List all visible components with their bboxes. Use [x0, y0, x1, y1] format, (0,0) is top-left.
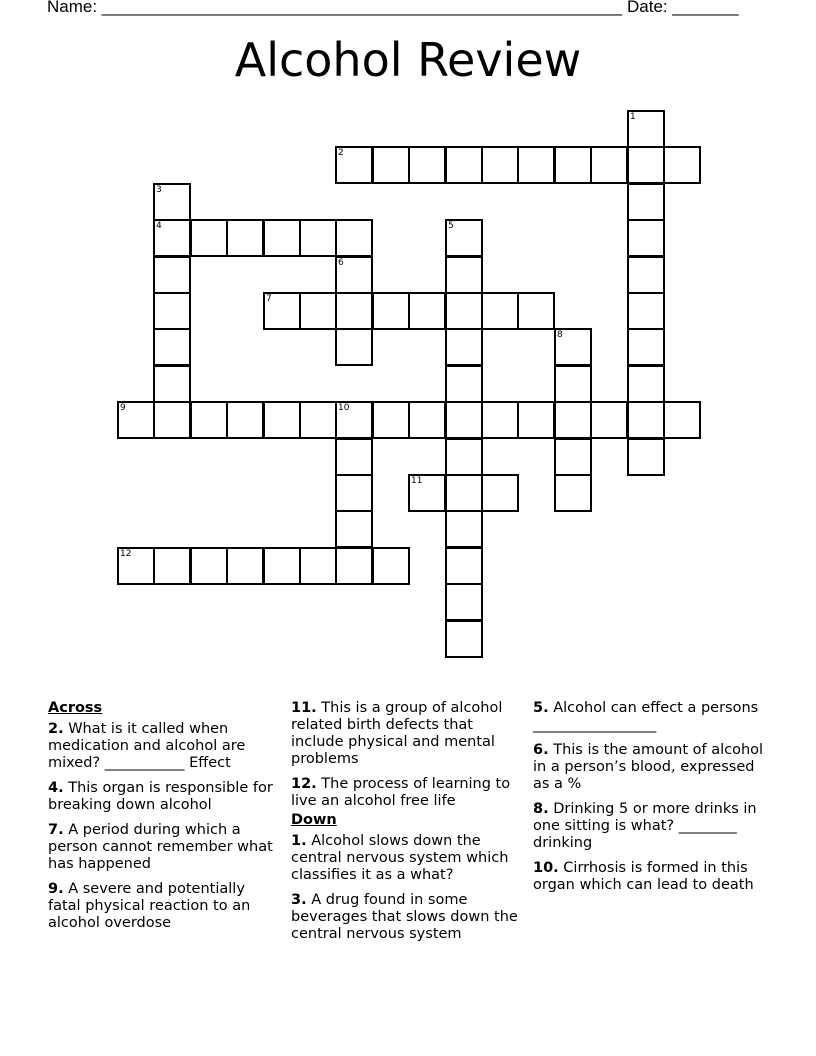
crossword-cell[interactable]	[335, 256, 373, 294]
crossword-cell[interactable]	[153, 219, 191, 257]
crossword-cell[interactable]	[153, 365, 191, 403]
name-field[interactable]: Name: _______________________________________________________	[47, 0, 622, 16]
crossword-cell[interactable]	[153, 328, 191, 366]
crossword-cell[interactable]	[153, 401, 191, 439]
clue-across-4: 4. This organ is responsible for breaking down alcohol	[48, 780, 273, 813]
date-field[interactable]: Date: _______	[627, 0, 739, 16]
crossword-cell[interactable]	[153, 183, 191, 221]
crossword-cell[interactable]	[263, 292, 301, 330]
clue-number: 10	[338, 403, 350, 413]
crossword-cell[interactable]	[335, 219, 373, 257]
clues-column-2	[291, 700, 527, 951]
crossword-cell[interactable]	[445, 510, 483, 548]
crossword-cell[interactable]	[299, 219, 337, 257]
crossword-cell[interactable]	[226, 401, 264, 439]
clue-number: 1	[630, 112, 636, 122]
crossword-cell[interactable]	[554, 438, 592, 476]
crossword-cell[interactable]	[299, 292, 337, 330]
crossword-cell[interactable]	[445, 620, 483, 658]
clue-down-6: 6. This is the amount of alcohol in a person’s blood, expressed as a %	[533, 742, 764, 792]
clue-number: 7	[266, 294, 272, 304]
crossword-cell[interactable]	[226, 547, 264, 585]
clue-down-3: 3. A drug found in some beverages that slows down the central nervous system	[291, 892, 518, 942]
crossword-cell[interactable]	[554, 365, 592, 403]
crossword-cell[interactable]	[663, 146, 701, 184]
crossword-cell[interactable]	[445, 401, 483, 439]
clue-number: 11	[411, 476, 423, 486]
down-heading: Down	[291, 812, 337, 828]
crossword-cell[interactable]	[445, 547, 483, 585]
crossword-cell[interactable]	[445, 365, 483, 403]
crossword-cell[interactable]	[554, 146, 592, 184]
crossword-cell[interactable]	[554, 474, 592, 512]
crossword-cell[interactable]	[263, 219, 301, 257]
crossword-cell[interactable]	[481, 474, 519, 512]
crossword-cell[interactable]	[226, 219, 264, 257]
crossword-cell[interactable]	[408, 401, 446, 439]
crossword-cell[interactable]	[190, 219, 228, 257]
clue-number: 6	[338, 258, 344, 268]
clue-number: 2	[338, 148, 344, 158]
clue-number: 4	[156, 221, 162, 231]
crossword-cell[interactable]	[517, 401, 555, 439]
crossword-cell[interactable]	[627, 438, 665, 476]
page-title: Alcohol Review	[234, 33, 582, 87]
crossword-cell[interactable]	[408, 474, 446, 512]
crossword-cell[interactable]	[627, 219, 665, 257]
crossword-cell[interactable]	[627, 365, 665, 403]
crossword-cell[interactable]	[517, 146, 555, 184]
clue-down-1: 1. Alcohol slows down the central nervous system which classifies it as a what?	[291, 833, 509, 883]
crossword-cell[interactable]	[627, 256, 665, 294]
clue-across-11: 11. This is a group of alcohol related birth defects that include physical and mental problems	[291, 700, 503, 767]
crossword-cell[interactable]	[445, 438, 483, 476]
crossword-cell[interactable]	[445, 328, 483, 366]
crossword-cell[interactable]	[554, 401, 592, 439]
crossword-cell[interactable]	[663, 401, 701, 439]
crossword-cell[interactable]	[117, 547, 155, 585]
clue-down-10: 10. Cirrhosis is formed in this organ which can lead to death	[533, 860, 754, 893]
crossword-cell[interactable]	[554, 328, 592, 366]
crossword-cell[interactable]	[153, 292, 191, 330]
clue-across-7: 7. A period during which a person cannot remember what has happened	[48, 822, 273, 872]
crossword-cell[interactable]	[481, 292, 519, 330]
crossword-cell[interactable]	[335, 328, 373, 366]
crossword-cell[interactable]	[627, 328, 665, 366]
crossword-cell[interactable]	[445, 292, 483, 330]
clue-across-12: 12. The process of learning to live an alcohol free life	[291, 776, 511, 809]
clue-number: 5	[448, 221, 454, 231]
crossword-cell[interactable]	[153, 256, 191, 294]
crossword-cell[interactable]	[335, 547, 373, 585]
clue-number: 3	[156, 185, 162, 195]
clue-down-5: 5. Alcohol can effect a persons _________________	[533, 700, 759, 733]
crossword-cell[interactable]	[627, 183, 665, 221]
clues-column-1	[48, 700, 280, 940]
crossword-cell[interactable]	[627, 110, 665, 148]
crossword-cell[interactable]	[335, 292, 373, 330]
crossword-cell[interactable]	[190, 401, 228, 439]
crossword-cell[interactable]	[372, 146, 410, 184]
crossword-cell[interactable]	[445, 583, 483, 621]
clue-across-9: 9. A severe and potentially fatal physical reaction to an alcohol overdose	[48, 881, 251, 931]
crossword-cell[interactable]	[299, 401, 337, 439]
clue-across-2: 2. What is it called when medication and alcohol are mixed? ___________ Effect	[48, 721, 246, 771]
crossword-cell[interactable]	[627, 146, 665, 184]
crossword-cell[interactable]	[263, 547, 301, 585]
crossword-cell[interactable]	[335, 438, 373, 476]
crossword-cell[interactable]	[481, 146, 519, 184]
clues-column-3	[533, 700, 773, 902]
crossword-cell[interactable]	[372, 401, 410, 439]
crossword-cell[interactable]	[445, 146, 483, 184]
crossword-cell[interactable]	[445, 219, 483, 257]
crossword-cell[interactable]	[481, 401, 519, 439]
crossword-cell[interactable]	[517, 292, 555, 330]
crossword-cell[interactable]	[445, 256, 483, 294]
crossword-cell[interactable]	[335, 401, 373, 439]
clue-number: 12	[120, 549, 132, 559]
crossword-cell[interactable]	[335, 146, 373, 184]
crossword-cell[interactable]	[408, 146, 446, 184]
crossword-cell[interactable]	[408, 292, 446, 330]
clue-down-8: 8. Drinking 5 or more drinks in one sitting is what? ________ drinking	[533, 801, 757, 851]
clue-number: 8	[557, 330, 563, 340]
clue-number: 9	[120, 403, 126, 413]
crossword-cell[interactable]	[117, 401, 155, 439]
across-heading: Across	[48, 700, 103, 716]
crossword-cell[interactable]	[372, 547, 410, 585]
crossword-cell[interactable]	[335, 510, 373, 548]
crossword-cell[interactable]	[372, 292, 410, 330]
crossword-cell[interactable]	[445, 474, 483, 512]
crossword-cell[interactable]	[590, 401, 628, 439]
crossword-cell[interactable]	[299, 547, 337, 585]
crossword-cell[interactable]	[153, 547, 191, 585]
crossword-cell[interactable]	[627, 401, 665, 439]
crossword-cell[interactable]	[590, 146, 628, 184]
crossword-cell[interactable]	[627, 292, 665, 330]
crossword-cell[interactable]	[190, 547, 228, 585]
crossword-cell[interactable]	[263, 401, 301, 439]
crossword-cell[interactable]	[335, 474, 373, 512]
